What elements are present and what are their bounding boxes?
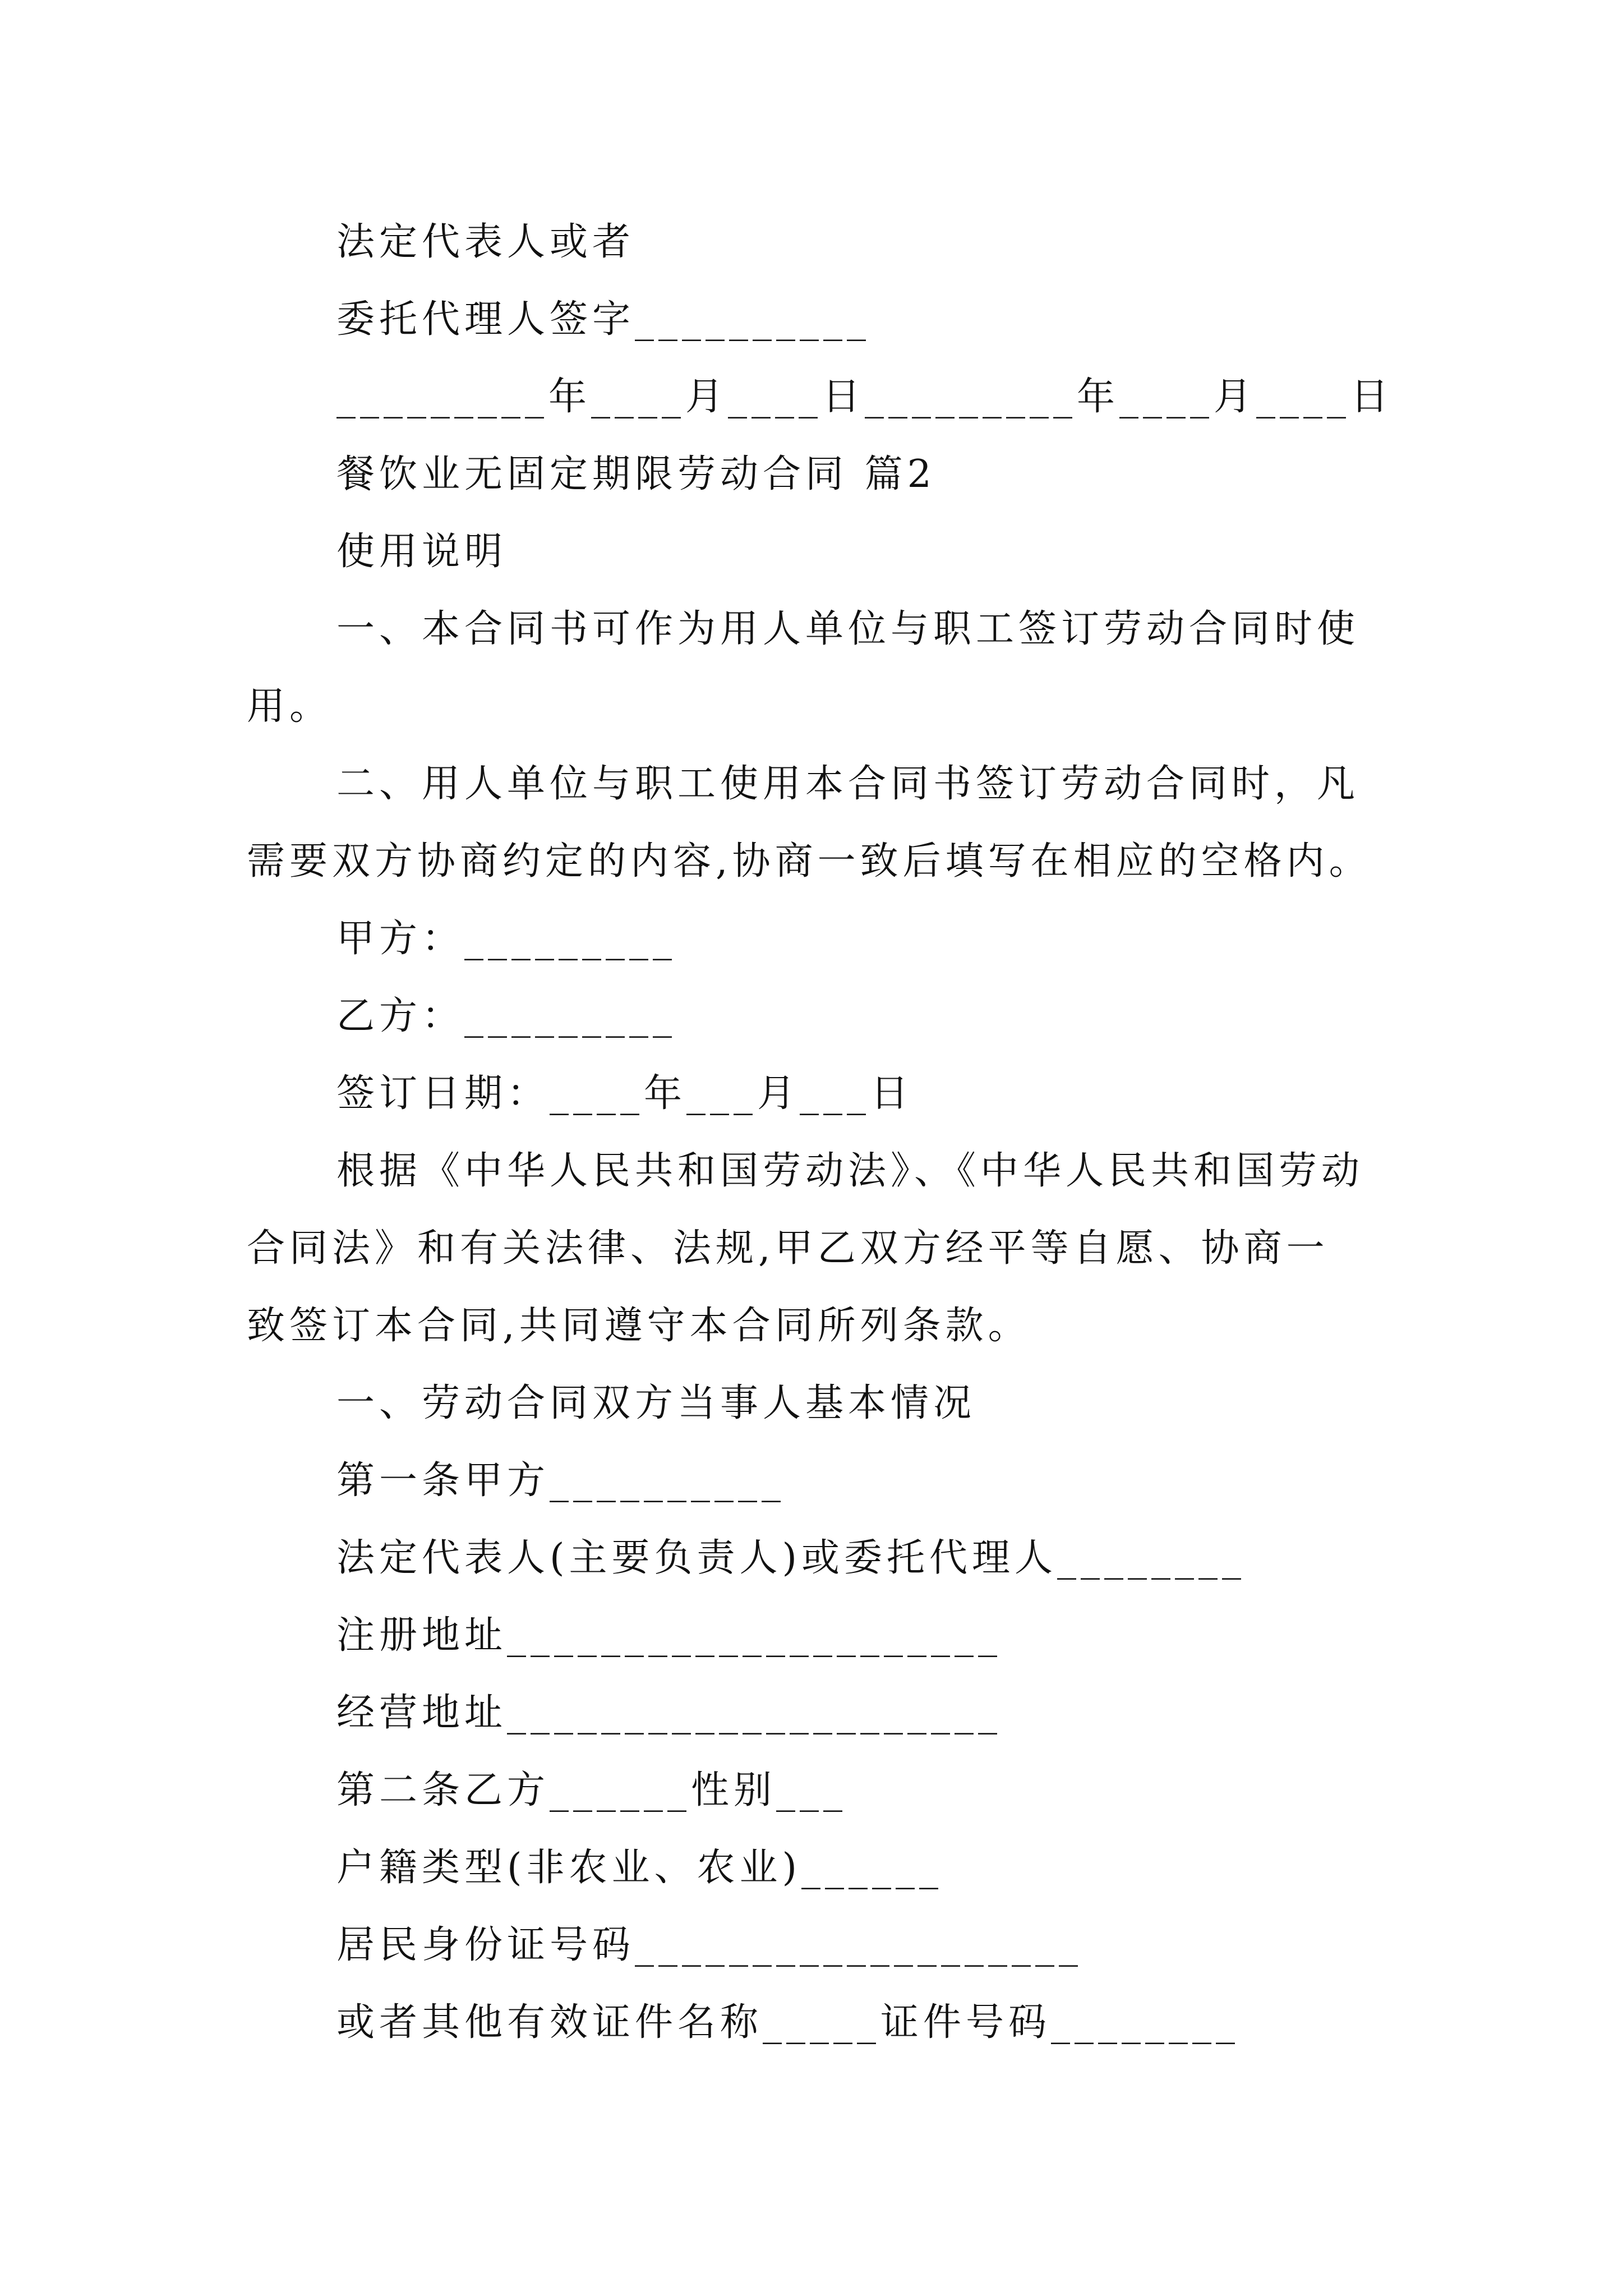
text-line-11: 乙方：_________ (336, 994, 677, 1038)
text-line-18: 法定代表人(主要负责人)或委托代理人________ (336, 1536, 1246, 1580)
text-line-16: 一、劳动合同双方当事人基本情况 (336, 1381, 976, 1425)
text-line-5: 使用说明 (336, 530, 508, 574)
paragraph-line: 二、用人单位与职工使用本合同书签订劳动合同时，凡 (336, 762, 1360, 806)
paragraph-line: 合同法》和有关法律、法规,甲乙双方经平等自愿、协商一 (247, 1226, 1329, 1271)
text-line-21: 第二条乙方______性别___ (336, 1768, 847, 1812)
text-line-2: 委托代理人签字__________ (336, 297, 871, 342)
paragraph-line: 需要双方协商约定的内容,协商一致后填写在相应的空格内。 (247, 839, 1372, 884)
text-line-20: 经营地址_____________________ (336, 1691, 1002, 1735)
paragraph-line: 一、本合同书可作为用人单位与职工签订劳动合同时使 (336, 607, 1360, 651)
text-line-17: 第一条甲方__________ (336, 1458, 786, 1503)
text-line-22: 户籍类型(非农业、农业)______ (336, 1846, 943, 1890)
text-line-23: 居民身份证号码___________________ (336, 1923, 1083, 1967)
text-line-24: 或者其他有效证件名称_____证件号码________ (336, 2000, 1240, 2045)
paragraph-line: 根据《中华人民共和国劳动法》、《中华人民共和国劳动 (336, 1149, 1364, 1193)
paragraph-line: 用。 (247, 684, 333, 729)
section-title: 餐饮业无固定期限劳动合同 篇2 (336, 452, 936, 496)
text-line-3: _________年____月____日_________年____月____日 (336, 375, 1394, 419)
text-line-10: 甲方：_________ (336, 917, 677, 961)
text-line-12: 签订日期：____年___月___日 (336, 1071, 914, 1116)
text-line-1: 法定代表人或者 (336, 220, 635, 264)
text-line-19: 注册地址_____________________ (336, 1613, 1002, 1658)
paragraph-line: 致签订本合同,共同遵守本合同所列条款。 (247, 1304, 1031, 1348)
